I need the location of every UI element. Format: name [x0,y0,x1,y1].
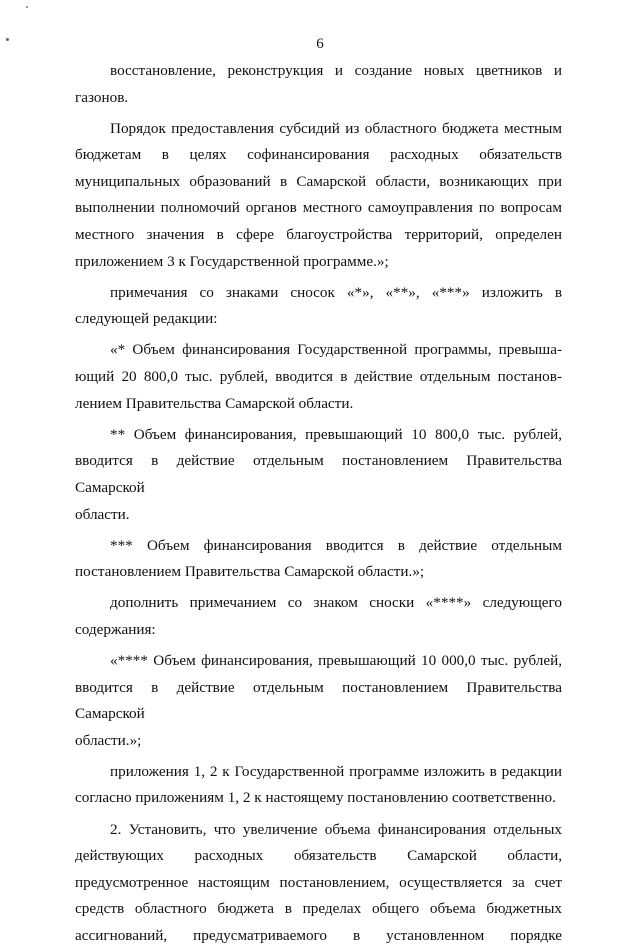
scan-speck [26,6,28,8]
text-line: примечания со знаками сносок «*», «**», «***» изложить в [110,283,562,301]
text-line: области. [75,505,130,523]
text-line: вводится в действие отдельным постановлением Правительства Самарской [75,452,562,496]
text-line: действующих расходных обязательств Самарской области, [75,847,562,865]
text-line: области.»; [75,731,142,749]
text-line: вводится в действие отдельным постановлением Правительства Самарской [75,678,562,723]
document-body [75,58,562,950]
text-line: *** Объем финансирования вводится в действие отдельным [110,536,562,554]
text-line: ющий 20 800,0 тыс. рублей, вводится в действие отдельным постанов- [75,368,562,386]
text-line: бюджетам в целях софинансирования расходных обязательств [75,146,562,164]
text-line: 2. Установить, что увеличение объема финансирования отдельных [110,820,562,838]
text-line: дополнить примечанием со знаком сноски «****» следующего [110,594,562,612]
text-line: приложения 1, 2 к Государственной программе изложить в редакции [110,762,562,780]
text-line: газонов. [75,88,129,106]
text-line: местного значения в сфере благоустройства территорий, определен [75,226,562,244]
text-line: лением Правительства Самарской области. [75,394,354,412]
text-line: приложением 3 к Государственной программе.»; [75,252,389,270]
text-line: содержания: [75,620,156,638]
text-line: Порядок предоставления субсидий из областного бюджета местным [110,119,562,137]
text-line: «* Объем финансирования Государственной программы, превыша- [110,341,562,359]
text-line: ассигнований, предусматриваемого в установленном порядке [75,926,562,944]
text-line: средств областного бюджета в пределах общего объема бюджетных [75,900,562,918]
text-line: выполнении полномочий органов местного самоуправления по вопросам [75,199,562,217]
text-line: предусмотренное настоящим постановлением, осуществляется за счет [75,873,562,891]
text-line: восстановление, реконструкция и создание новых цветников и [110,62,562,79]
text-line: согласно приложениям 1, 2 к настоящему постановлению соответственно. [75,789,556,807]
text-line: муниципальных образований в Самарской области, возникающих при [75,172,562,190]
text-line: ** Объем финансирования, превышающий 10 800,0 тыс. рублей, [110,425,562,443]
text-line: «**** Объем финансирования, превышающий 10 000,0 тыс. рублей, [110,651,562,669]
text-line: следующей редакции: [75,310,218,328]
text-line: постановлением Правительства Самарской области.»; [75,563,425,581]
page-number: 6 [316,36,324,52]
